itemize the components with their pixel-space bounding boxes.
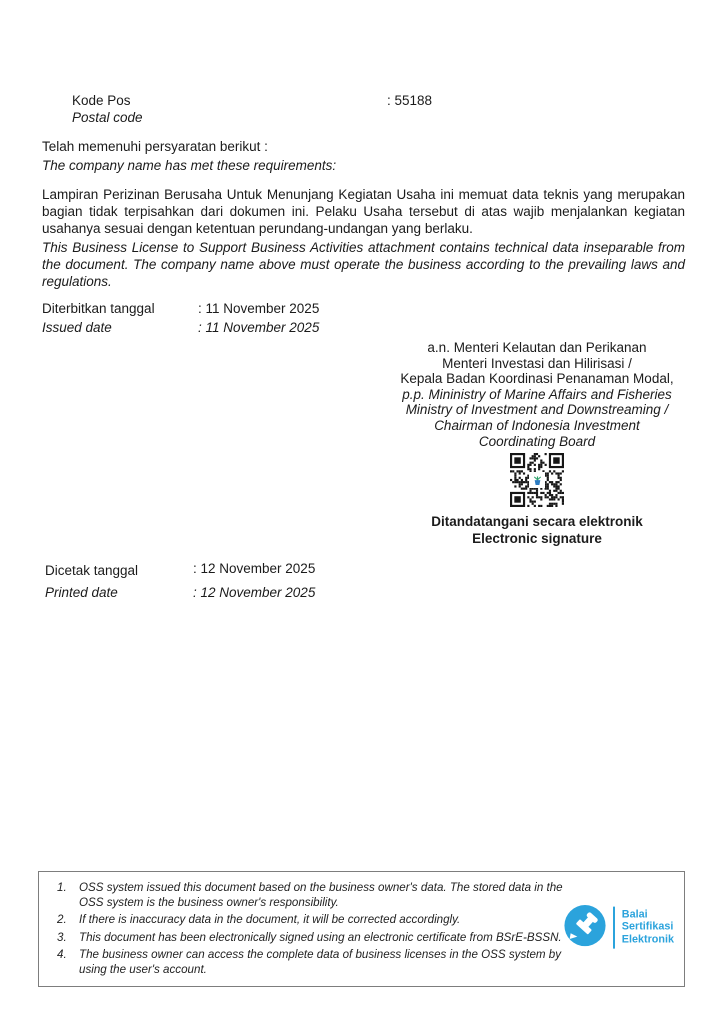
bsre-logo-line: Balai: [621, 908, 648, 921]
bsre-logo-line: Elektronik: [621, 933, 674, 946]
note-text: This document has been electronically signed using an electronic certificate from BSrE-BSSN.: [79, 930, 562, 944]
signature-block: [389, 340, 685, 449]
qr-center-logo-icon: [529, 472, 545, 488]
requirements-line-en: The company name has met these requirements:: [42, 158, 337, 173]
signatory-line-en: p.p. Mininistry of Marine Affairs and Fisheries: [402, 386, 672, 402]
issued-date-label-en: Issued date: [42, 320, 112, 335]
printed-date-value-en: : 12 November 2025: [193, 585, 316, 600]
footer-notes-box: [38, 871, 685, 987]
requirements-line-id: Telah memenuhi persyaratan berikut :: [42, 139, 268, 154]
body-paragraph-id: Lampiran Perizinan Berusaha Untuk Menunjang Kegiatan Usaha ini memuat data teknis yang merupakan bagian tidak terpisahkan dari dokumen ini. Pelaku Usaha tersebut di atas wajib menjalankan kegiatan usahanya sesuai dengan ketentuan perundang-undangan yang berlaku.: [42, 187, 685, 236]
signatory-line-en: Ministry of Investment and Downstreaming /: [405, 402, 669, 418]
postal-code-label: Kode Pos: [72, 93, 131, 108]
note-text: If there is inaccuracy data in the document, it will be corrected accordingly.: [79, 913, 461, 927]
signatory-line: a.n. Menteri Kelautan dan Perikanan: [427, 340, 647, 355]
footer-note: [57, 913, 565, 928]
note-number: 1.: [57, 881, 67, 894]
postal-code-value: : 55188: [387, 93, 433, 108]
footer-note: [57, 931, 565, 946]
signatory-line: Kepala Badan Koordinasi Penanaman Modal,: [400, 371, 674, 387]
printed-date-label-en: Printed date: [45, 585, 118, 600]
footer-note: [57, 948, 565, 977]
signatory-line: Menteri Investasi dan Hilirisasi /: [442, 355, 632, 371]
bsre-logo-divider: [613, 906, 615, 948]
issued-date-label: Diterbitkan tanggal: [42, 301, 155, 316]
note-number: 3.: [57, 930, 67, 944]
note-number: 2.: [57, 913, 67, 927]
bsre-logo: [563, 904, 674, 951]
note-text: OSS system issued this document based on the business owner's data. The stored data in the OSS system is the business owner's responsibility.: [79, 881, 563, 909]
issued-date-value-en: : 11 November 2025: [198, 320, 320, 335]
printed-date-value: : 12 November 2025: [193, 561, 316, 576]
postal-code-label-en: Postal code: [72, 110, 143, 125]
bsre-stamp-icon: [563, 904, 607, 951]
signatory-line-en: Chairman of Indonesia Investment: [434, 417, 640, 433]
footer-note: [57, 881, 565, 910]
body-paragraph-en: This Business License to Support Business Activities attachment contains technical data inseparable from the document. The company name above must operate the business according to the prevailing laws and regulations.: [42, 240, 685, 289]
bsre-logo-text: [622, 909, 674, 946]
issued-date-value: : 11 November 2025: [198, 301, 320, 316]
printed-date-label: Dicetak tanggal: [45, 563, 139, 578]
note-number: 4.: [57, 948, 67, 962]
note-text: The business owner can access the complete data of business licenses in the OSS system by using the user's account.: [79, 948, 562, 976]
footer-notes-list: [57, 881, 565, 981]
electronic-signature-label: Electronic signature: [472, 531, 602, 546]
qr-code: [510, 453, 564, 507]
signatory-line-en: Coordinating Board: [478, 433, 596, 449]
bsre-logo-line: Sertifikasi: [621, 920, 674, 933]
signed-electronically-label: Ditandatangani secara elektronik: [431, 514, 643, 529]
